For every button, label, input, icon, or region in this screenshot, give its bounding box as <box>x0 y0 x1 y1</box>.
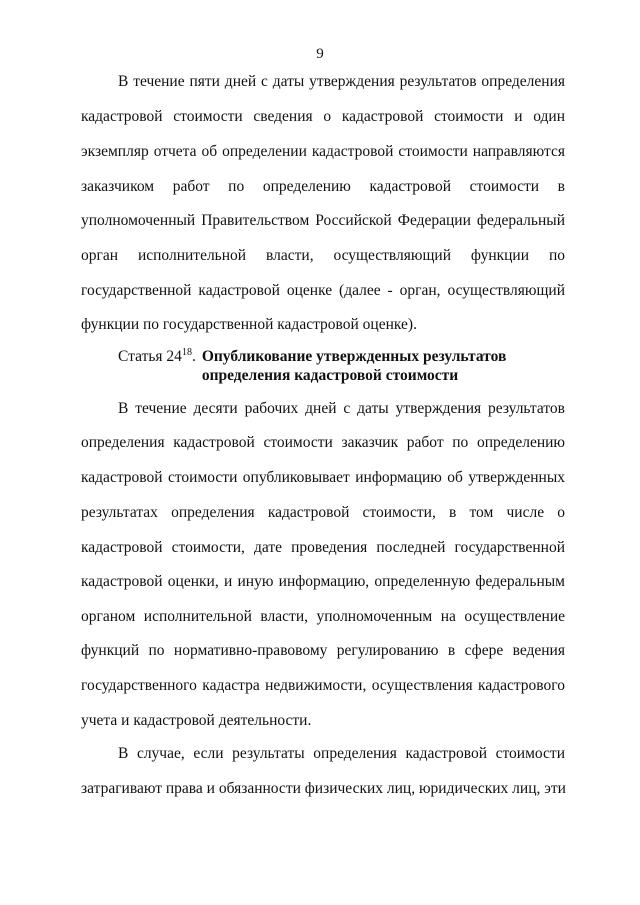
paragraph-line: кадастровой стоимости, дате проведения последней государственной <box>81 539 565 556</box>
page-number: 9 <box>316 46 324 62</box>
paragraph-line: орган исполнительной власти, осуществляющий функции по <box>81 247 565 264</box>
paragraph-line: кадастровой стоимости сведения о кадастровой стоимости и один <box>81 108 565 125</box>
paragraph-line: кадастровой оценки, и иную информацию, определенную федеральным <box>81 573 565 590</box>
paragraph-line: уполномоченный Правительством Российской Федерации федеральный <box>81 212 565 229</box>
paragraph-line: результатах определения кадастровой стоимости, в том числе о <box>81 504 565 521</box>
paragraph-line: функций по нормативно-правовому регулированию в сфере ведения <box>81 642 565 659</box>
article-number: Статья $24^{18}$. <box>118 347 196 365</box>
paragraph-line: экземпляр отчета об определении кадастровой стоимости направляются <box>81 143 565 160</box>
paragraph-line: функции по государственной кадастровой оценке). <box>81 316 417 333</box>
paragraph-line: заказчиком работ по определению кадастровой стоимости в <box>81 178 565 195</box>
paragraph-line: органом исполнительной власти, уполномоченным на осуществление <box>81 608 565 625</box>
paragraph-line: государственной кадастровой оценке (далее - орган, осуществляющий <box>81 282 565 299</box>
article-title: Опубликование утвержденных результатов определения кадастровой стоимости <box>201 348 507 384</box>
paragraph-line: В течение пяти дней с даты утверждения результатов определения <box>118 73 565 90</box>
paragraph-line: кадастровой стоимости опубликовывает информацию об утвержденных <box>81 469 565 486</box>
paragraph-line: затрагивают права и обязанности физических лиц, юридических лиц, эти <box>81 780 566 797</box>
paragraph-line: В течение десяти рабочих дней с даты утверждения результатов <box>118 400 565 417</box>
paragraph-line: учета и кадастровой деятельности. <box>81 712 312 729</box>
paragraph-line: определения кадастровой стоимости заказчик работ по определению <box>81 434 565 451</box>
paragraph-line: В случае, если результаты определения кадастровой стоимости <box>118 745 565 762</box>
paragraph-line: государственного кадастра недвижимости, осуществления кадастрового <box>81 677 565 694</box>
article-heading <box>118 347 506 385</box>
